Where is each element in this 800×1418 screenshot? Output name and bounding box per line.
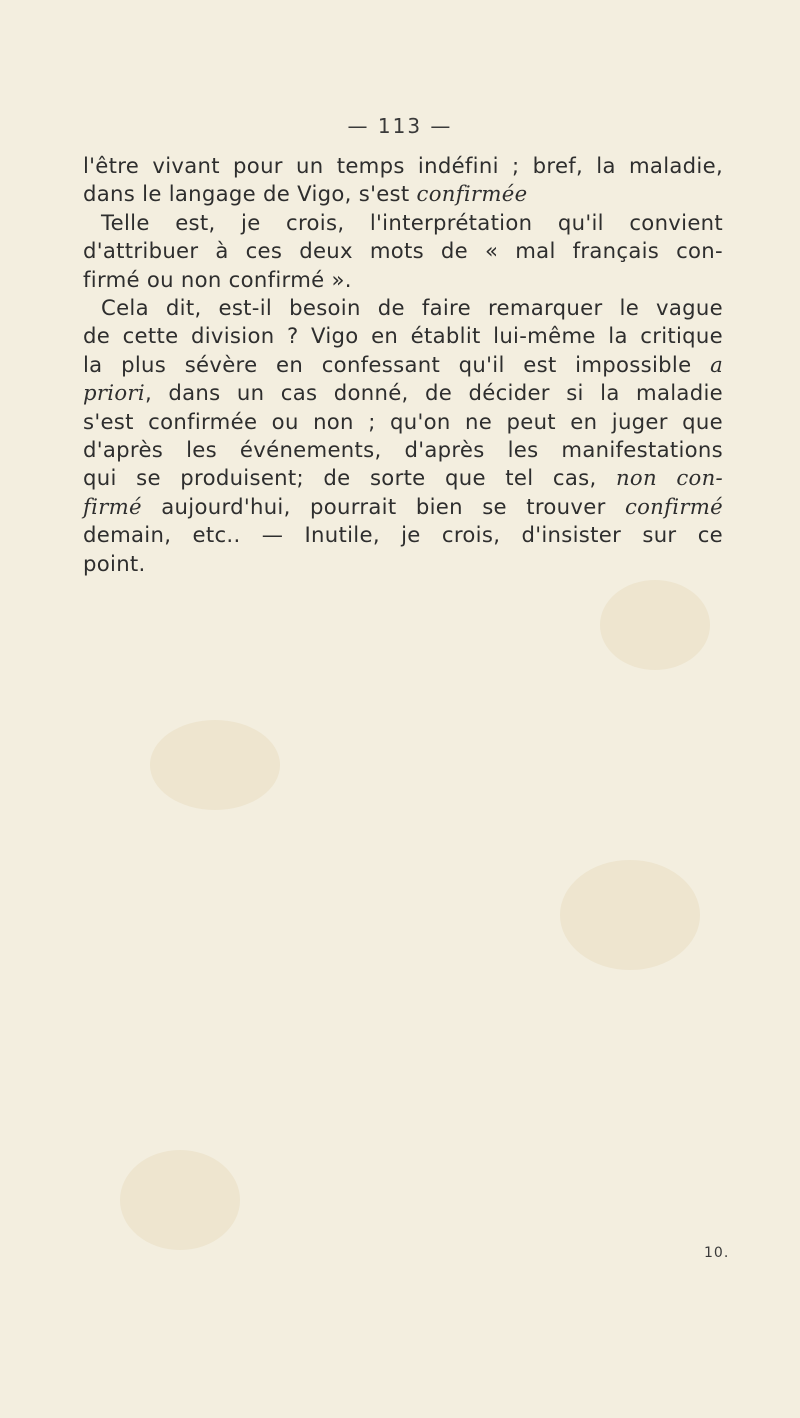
text-line <box>83 408 723 436</box>
text-run: demain, etc.. — Inutile, je crois, d'insister sur ce <box>83 522 723 548</box>
text-run: point. <box>83 550 146 576</box>
text-line <box>83 152 723 180</box>
text-line <box>83 493 723 521</box>
text-run: aujourd'hui, pourrait bien se trouver <box>141 493 625 519</box>
italic-text: a <box>710 351 723 377</box>
text-line <box>83 294 723 322</box>
text-line <box>83 464 723 492</box>
text-run: l'être vivant pour un temps indéfini ; bref, la maladie, <box>83 153 723 178</box>
text-line <box>83 379 723 407</box>
text-line <box>83 521 723 549</box>
text-line <box>83 322 723 350</box>
paper-stain <box>150 720 280 810</box>
text-run: Cela dit, est-il besoin de faire remarquer le vague <box>101 295 723 321</box>
italic-text: firmé <box>83 493 142 519</box>
italic-text: confirmée <box>416 181 528 207</box>
text-run: d'après les événements, d'après les manifestations <box>83 437 723 463</box>
body-text <box>83 152 723 578</box>
signature-mark: 10. <box>704 1245 730 1261</box>
text-run: s'est confirmée ou non ; qu'on ne peut en juger que <box>83 408 723 434</box>
text-run: la plus sévère en confessant qu'il est impossible <box>83 351 711 377</box>
text-line <box>83 209 723 237</box>
text-line <box>83 237 723 265</box>
text-line <box>83 436 723 464</box>
text-run: d'attribuer à ces deux mots de « mal français con- <box>83 238 723 264</box>
text-run: , dans un cas donné, de décider si la maladie <box>144 380 723 406</box>
italic-text: non con- <box>615 465 723 491</box>
text-run: dans le langage de Vigo, s'est <box>83 181 417 207</box>
italic-text: priori <box>83 380 145 406</box>
paper-stain <box>560 860 700 970</box>
text-run: firmé ou non confirmé ». <box>83 266 352 292</box>
text-run: de cette division ? Vigo en établit lui-même la critique <box>83 323 723 349</box>
paper-stain <box>600 580 710 670</box>
text-line <box>83 351 723 379</box>
text-run: qui se produisent; de sorte que tel cas, <box>83 465 616 491</box>
text-line <box>83 266 723 294</box>
italic-text: confirmé <box>624 493 723 519</box>
paper-stain <box>120 1150 240 1250</box>
page-number-header: — 113 — <box>347 114 453 138</box>
text-line <box>83 550 723 578</box>
text-line <box>83 180 723 208</box>
text-run: Telle est, je crois, l'interprétation qu'il convient <box>101 209 723 235</box>
